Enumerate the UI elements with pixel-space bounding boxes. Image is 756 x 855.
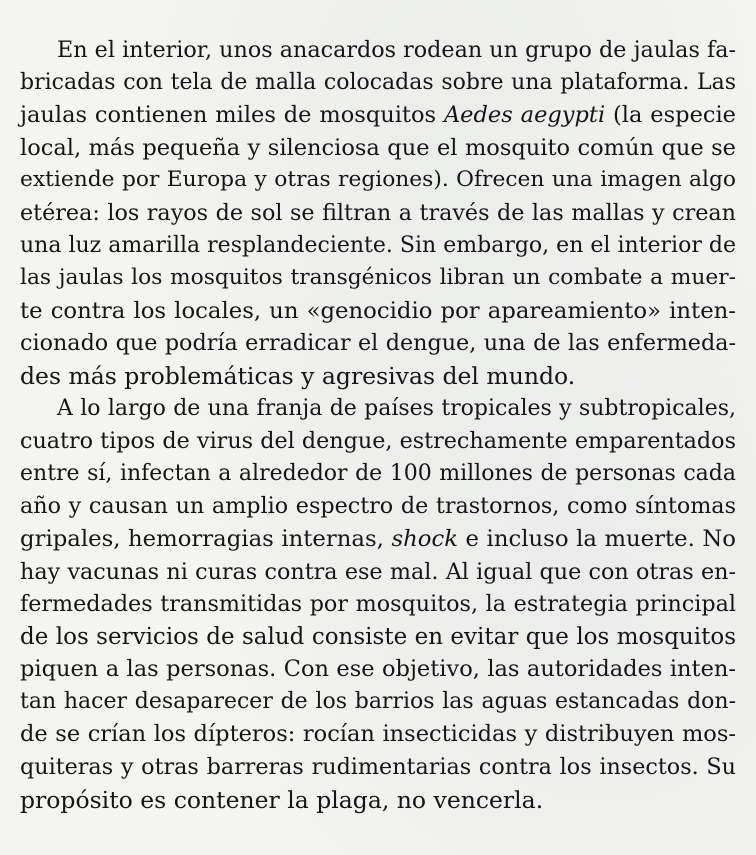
italic-term: Aedes aegypti xyxy=(443,102,606,129)
paragraph-1 xyxy=(20,34,736,393)
text-run: fermedades transmitidas por mosquitos, la estrategia principal xyxy=(20,591,736,618)
text-line xyxy=(20,360,736,393)
text-run: hay vacunas ni curas contra ese mal. Al igual que con otras en- xyxy=(20,558,736,585)
text-run: gripales, hemorragias internas, xyxy=(20,525,392,552)
text-run: (la especie xyxy=(605,102,736,129)
text-line xyxy=(20,67,736,100)
text-run: entre sí, infectan a alrededor de 100 millones de personas cada xyxy=(20,460,736,486)
text-run: local, más pequeña y silenciosa que el mosquito común que se xyxy=(20,134,736,161)
text-line xyxy=(20,425,736,458)
text-run: una luz amarilla resplandeciente. Sin embargo, en el interior de xyxy=(20,232,736,258)
text-run: jaulas contienen miles de mosquitos xyxy=(20,102,444,129)
text-run: des más problemáticas y agresivas del mundo. xyxy=(20,361,576,390)
text-run: quiteras y otras barreras rudimentarias contra los insectos. Su xyxy=(20,754,736,781)
text-run: etérea: los rayos de sol se filtran a través de las mallas y crean xyxy=(20,199,736,226)
text-line xyxy=(20,99,736,132)
text-line xyxy=(20,230,736,263)
text-line xyxy=(20,164,736,197)
text-line xyxy=(20,751,736,784)
text-line xyxy=(20,718,736,751)
text-line xyxy=(20,327,736,360)
text-line xyxy=(20,490,736,523)
text-line xyxy=(20,393,736,426)
text-line xyxy=(20,621,736,654)
text-line xyxy=(20,784,736,817)
italic-term: shock xyxy=(391,525,458,552)
article-body xyxy=(20,34,736,816)
text-run: e incluso la muerte. No xyxy=(458,525,736,552)
text-run: año y causan un amplio espectro de trastornos, como síntomas xyxy=(20,493,736,520)
text-run: A lo largo de una franja de países tropicales y subtropicales, xyxy=(57,395,736,421)
text-line xyxy=(20,197,736,230)
text-line xyxy=(20,458,736,491)
text-run: cionado que podría erradicar el dengue, una de las enfermeda- xyxy=(20,330,736,357)
text-run: piquen a las personas. Con ese objetivo, las autoridades inten- xyxy=(20,656,736,683)
text-line xyxy=(20,653,736,686)
text-line xyxy=(20,686,736,719)
text-line xyxy=(20,132,736,165)
text-run: En el interior, unos anacardos rodean un grupo de jaulas fa- xyxy=(57,37,736,63)
text-run: de los servicios de salud consiste en evitar que los mosquitos xyxy=(20,623,736,650)
text-run: las jaulas los mosquitos transgénicos libran un combate a muer- xyxy=(20,265,736,291)
text-line xyxy=(20,262,736,295)
text-run: tan hacer desaparecer de los barrios las aguas estancadas don- xyxy=(20,688,736,714)
paragraph-2 xyxy=(20,393,736,817)
text-line xyxy=(20,34,736,67)
text-line xyxy=(20,588,736,621)
text-run: bricadas con tela de malla colocadas sobre una plataforma. Las xyxy=(20,69,736,95)
text-line xyxy=(20,295,736,328)
text-run: cuatro tipos de virus del dengue, estrechamente emparentados xyxy=(20,428,736,455)
text-run: propósito es contener la plaga, no vencerla. xyxy=(20,785,544,814)
text-line xyxy=(20,523,736,556)
text-run: te contra los locales, un «genocidio por apareamiento» inten- xyxy=(20,297,736,324)
text-run: de se crían los dípteros: rocían insecticidas y distribuyen mos- xyxy=(20,721,736,748)
text-line xyxy=(20,556,736,589)
text-run: extiende por Europa y otras regiones). Ofrecen una imagen algo xyxy=(20,167,736,193)
